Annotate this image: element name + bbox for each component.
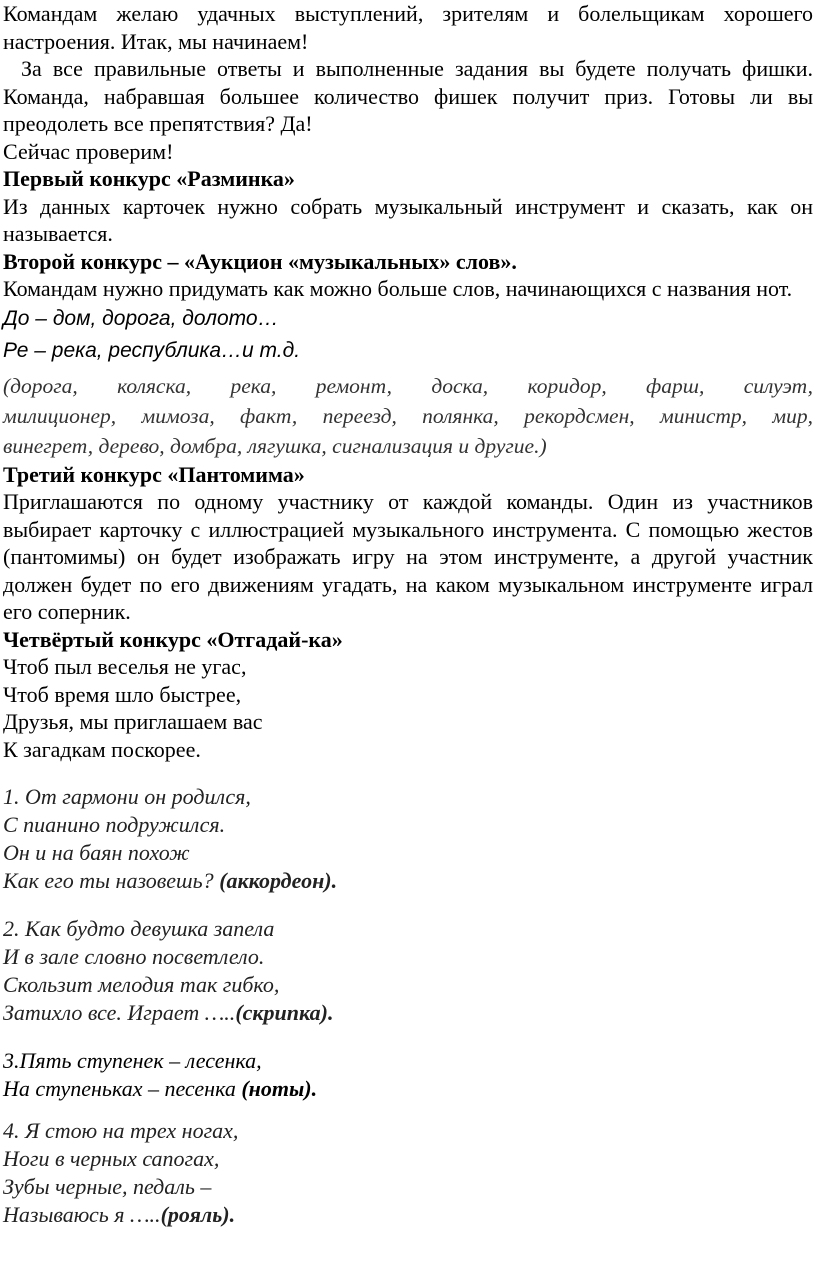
riddle-line [3,867,813,895]
riddle-text: Как его ты назовешь? [3,868,220,893]
contest-2-example-do: До – дом, дорога, долото… [3,306,279,330]
riddle-answer: (рояль). [160,1202,236,1227]
riddle-line [3,1075,813,1103]
riddle-line: С пианино подружился. [3,812,226,837]
word-list-line: винегрет, дерево, домбра, лягушка, сигнализация и другие.) [3,433,547,458]
riddle-4 [3,1117,813,1229]
riddle-line: 4. Я стою на трех ногах, [3,1118,239,1143]
contest-4-title: Четвёртый конкурс «Отгадай-ка» [3,626,343,652]
riddle-answer: (аккордеон). [219,868,338,893]
intro-paragraph-2: За все правильные ответы и выполненные задания вы будете получать фишки. Команда, набравшая большее количество фишек получит приз. Готовы ли вы преодолеть все препятствия? Да! [3,56,813,136]
intro-paragraph-3: Сейчас проверим! [3,138,174,164]
riddle-line: 2. Как будто девушка запела [3,916,275,941]
riddle-1 [3,783,813,895]
riddle-line: Скользит мелодия так гибко, [3,972,280,997]
riddle-text: Называюсь я ….. [3,1202,161,1227]
riddle-line: Он и на баян похож [3,840,190,865]
document-page [3,0,813,1229]
riddle-line: 3.Пять ступенек – лесенка, [3,1048,262,1073]
word-list-line: милиционер, мимоза, факт, переезд, полянка, рекордсмен, министр, мир, [3,403,813,428]
riddle-text: На ступеньках – песенка [3,1076,242,1101]
contest-2-title: Второй конкурс – «Аукцион «музыкальных» слов». [3,248,517,274]
riddle-answer: (ноты). [241,1076,318,1101]
riddle-line [3,1201,813,1229]
word-list-line: (дорога, коляска, река, ремонт, доска, коридор, фарш, силуэт, [3,373,813,398]
poem-line: Чтоб пыл веселья не угас, [3,654,247,679]
riddle-2 [3,915,813,1027]
riddle-answer: (скрипка). [235,1000,334,1025]
contest-2-word-list [3,371,813,461]
poem-line: Чтоб время шло быстрее, [3,681,242,707]
riddle-line: Зубы черные, педаль – [3,1174,212,1199]
contest-2-example-re: Ре – река, республика…и т.д. [3,338,301,362]
intro-paragraph-1: Командам желаю удачных выступлений, зрителям и болельщикам хорошего настроения. Итак, мы начинаем! [3,1,813,54]
poem-line: Друзья, мы приглашаем вас [3,709,263,734]
riddle-line: Ноги в черных сапогах, [3,1146,220,1171]
poem-line: К загадкам поскорее. [3,736,201,762]
contest-3-title: Третий конкурс «Пантомима» [3,461,305,487]
riddle-text: Затихло все. Играет ….. [3,1000,236,1025]
riddle-3 [3,1047,813,1103]
contest-1-title: Первый конкурс «Разминка» [3,166,295,191]
riddle-line [3,999,813,1027]
riddle-line: И в зале словно посветлело. [3,944,265,969]
contest-4-poem [3,653,813,763]
riddle-line: 1. От гармони он родился, [3,784,251,809]
contest-2-text: Командам нужно придумать как можно больше слов, начинающихся с названия нот. [3,276,793,301]
contest-1-text: Из данных карточек нужно собрать музыкальный инструмент и сказать, как он называется. [3,193,813,246]
contest-3-text: Приглашаются по одному участнику от каждой команды. Один из участников выбирает карточку с иллюстрацией музыкального инструмента. С помощью жестов (пантомимы) он будет изображать игру на этом инструменте, а другой участник должен будет по его движениям угадать, на каком музыкальном инструменте играл его соперник. [3,489,813,624]
